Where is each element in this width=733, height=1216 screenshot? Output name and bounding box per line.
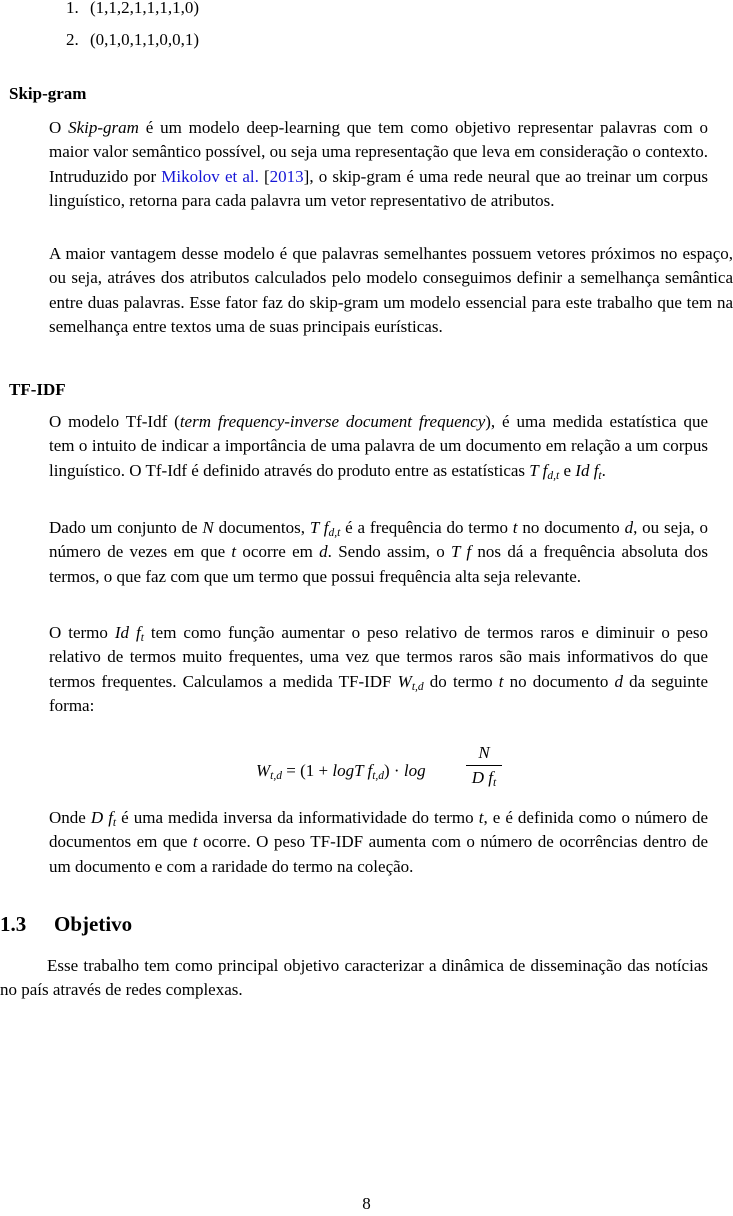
- citation-year-link[interactable]: 2013: [269, 166, 304, 186]
- tfidf-paragraph-2: Dado um conjunto de N documentos, T $f_{d,t}$ é a frequência do termo t no documento d, ou seja, o número de vezes em que t ocorre em d. Sendo assim, o T f nos dá a frequência absoluta dos termos, o que faz com que um termo que possui frequência alta seja relevante.: [49, 518, 709, 586]
- math-tf: T f: [529, 460, 548, 480]
- tfidf-paragraph-1: O modelo Tf-Idf (term frequency-inverse document frequency), é uma medida estatística que tem o intuito de indicar a importância de uma palavra de um documento em relação a um corpus linguístico. O Tf-Idf é definido através do produto entre as estatísticas T $f_{d,t}$ e Id $f_t$.: [49, 412, 708, 482]
- section-number: 1.3: [0, 912, 27, 936]
- fraction-bar: [466, 765, 502, 766]
- section-title-text: Objetivo: [54, 912, 133, 936]
- fraction-numerator: N: [478, 743, 490, 762]
- list-item: [66, 28, 199, 52]
- skipgram-heading: Skip-gram: [9, 84, 87, 103]
- formula-lhs: W: [256, 761, 271, 780]
- math-idf: Id f: [575, 460, 599, 480]
- section-title: [0, 912, 132, 936]
- skipgram-paragraph-1: O Skip-gram é um modelo deep-learning que tem como objetivo representar palavras com o maior valor semântico possível, ou seja uma representação que leva em consideração o contexto. Intruduzido por Mikolov et al. [2013], o skip-gram é uma rede neural que ao treinar um corpus linguístico, retorna para cada palavra um vetor representativo de atributos.: [49, 118, 709, 210]
- list-text: (0,1,0,1,1,0,0,1): [90, 30, 200, 49]
- citation-author-link[interactable]: Mikolov et al.: [161, 166, 259, 186]
- tfidf-heading: TF-IDF: [9, 380, 66, 399]
- list-text: (1,1,2,1,1,1,1,0): [90, 0, 200, 17]
- tfidf-paragraph-4: Onde D $f_t$ é uma medida inversa da informatividade do termo t, e é definida como o número de documentos em que t ocorre. O peso TF-IDF aumenta com o número de ocorrências dentro de um documento e com a raridade do termo na coleção.: [49, 808, 708, 876]
- tfidf-paragraph-3: O termo Id $f_t$ tem como função aumentar o peso relativo de termos raros e diminuir o peso relativo de termos muito frequentes, uma vez que termos raros são mais informativos do que termos frequentes. Calculamos a medida TF-IDF $W_{t,d}$ do termo t no documento d da seguinte forma:: [49, 623, 708, 715]
- list-item: [66, 0, 199, 20]
- list-number: 2.: [66, 30, 79, 49]
- page-number: 8: [362, 1194, 371, 1213]
- objetivo-paragraph: Esse trabalho tem como principal objetivo caracterizar a dinâmica de disseminação das notícias no país através de redes complexas.: [0, 956, 708, 1000]
- skipgram-term: Skip-gram: [68, 118, 139, 137]
- formula-fraction: [466, 742, 502, 789]
- list-number: 1.: [66, 0, 79, 17]
- skipgram-paragraph-2: A maior vantagem desse modelo é que palavras semelhantes possuem vetores próximos no espaço, ou seja, atráves dos atributos calculados pelo modelo conseguimos definir a semelhança semântica entre duas palavras. Esse fator faz do skip-gram um modelo essencial para este trabalho que tem na semelhança entre textos uma de suas principais eurísticas.: [49, 244, 733, 336]
- fraction-denominator: D $f_t$: [471, 768, 497, 789]
